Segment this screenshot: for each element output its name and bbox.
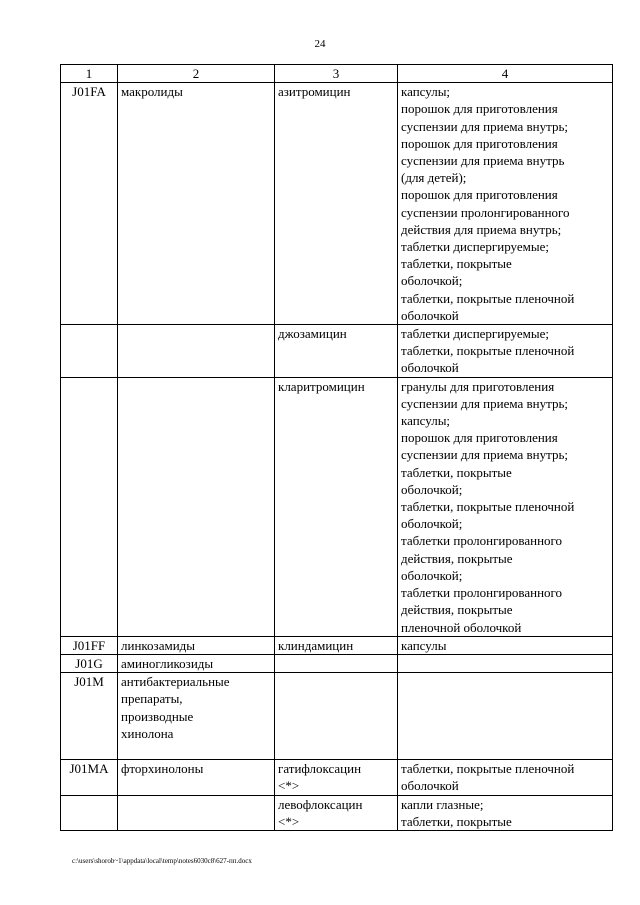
dosage-form-line: порошок для приготовления [401, 135, 558, 151]
dosage-form-line: таблетки, покрытые [401, 464, 512, 480]
dosage-form-line: таблетки, покрытые пленочной [401, 343, 575, 359]
table-row [61, 325, 613, 378]
drug-name-cell [275, 673, 398, 760]
dosage-form-line: таблетки, покрытые пленочной [401, 499, 575, 515]
group-cell [118, 795, 275, 830]
drug-name-cell [275, 377, 398, 636]
dosage-form-line: пленочной оболочкой [401, 619, 522, 635]
column-header-4: 4 [398, 65, 613, 83]
dosage-form-line: суспензии для приема внутрь; [401, 395, 569, 411]
page-number: 24 [314, 38, 326, 50]
drug-name-line: <*> [278, 778, 300, 794]
dosage-forms-cell [398, 377, 613, 636]
drug-name-cell [275, 760, 398, 795]
dosage-form-line: оболочкой; [401, 481, 463, 497]
atc-code-cell: J01M [61, 673, 118, 760]
drug-name-line: клиндамицин [278, 637, 354, 653]
dosage-form-line: порошок для приготовления [401, 101, 558, 117]
dosage-form-line: оболочкой [401, 307, 459, 323]
drug-name-cell [275, 654, 398, 672]
dosage-forms-cell [398, 636, 613, 654]
dosage-form-line: таблетки пролонгированного [401, 585, 563, 601]
group-cell [118, 377, 275, 636]
group-cell [118, 673, 275, 760]
atc-code-cell: J01FA [61, 83, 118, 325]
group-cell [118, 760, 275, 795]
drug-name-line: азитромицин [278, 84, 351, 100]
drug-table [60, 64, 613, 831]
dosage-form-line: (для детей); [401, 170, 467, 186]
dosage-form-line: капли глазные; [401, 796, 484, 812]
dosage-form-line: таблетки диспергируемые; [401, 326, 549, 342]
dosage-forms-cell [398, 83, 613, 325]
dosage-form-line: таблетки, покрытые [401, 256, 512, 272]
dosage-form-line: таблетки пролонгированного [401, 533, 563, 549]
table-row [61, 377, 613, 636]
group-name-line: линкозамиды [121, 637, 195, 653]
dosage-form-line: суспензии для приема внутрь; [401, 447, 569, 463]
dosage-form-line: оболочкой [401, 360, 459, 376]
dosage-form-line: действия, покрытые [401, 550, 513, 566]
atc-code-cell [61, 377, 118, 636]
drug-name-line: джозамицин [278, 326, 347, 342]
atc-code-cell: J01MA [61, 760, 118, 795]
dosage-forms-cell [398, 795, 613, 830]
dosage-form-line: таблетки диспергируемые; [401, 239, 549, 255]
dosage-form-line: суспензии для приема внутрь; [401, 118, 569, 134]
dosage-form-line: действия, покрытые [401, 602, 513, 618]
group-name-line: фторхинолоны [121, 761, 204, 777]
drug-name-line: левофлоксацин [278, 796, 363, 812]
header-row [61, 65, 613, 83]
dosage-form-line: порошок для приготовления [401, 430, 558, 446]
table-row [61, 795, 613, 830]
column-header-1: 1 [61, 65, 118, 83]
atc-code-cell: J01G [61, 654, 118, 672]
document-path-footer: c:\users\shorob~1\appdata\local\temp\notes6030c8\627-пп.docx [72, 857, 252, 865]
column-header-2: 2 [118, 65, 275, 83]
dosage-form-line: таблетки, покрытые пленочной [401, 290, 575, 306]
drug-name-line: <*> [278, 813, 300, 829]
atc-code-cell: J01FF [61, 636, 118, 654]
dosage-form-line: капсулы [401, 637, 447, 653]
dosage-forms-cell [398, 654, 613, 672]
table-row [61, 760, 613, 795]
table-row [61, 636, 613, 654]
drug-name-cell [275, 636, 398, 654]
group-cell [118, 83, 275, 325]
table-row [61, 673, 613, 760]
group-name-line: макролиды [121, 84, 183, 100]
dosage-form-line: оболочкой; [401, 567, 463, 583]
drug-name-line: гатифлоксацин [278, 761, 362, 777]
dosage-form-line: оболочкой [401, 778, 459, 794]
drug-name-cell [275, 325, 398, 378]
group-name-line: препараты, [121, 691, 183, 707]
group-name-line: аминогликозиды [121, 655, 214, 671]
table-row [61, 83, 613, 325]
atc-code-cell [61, 795, 118, 830]
group-name-line: производные [121, 708, 194, 724]
dosage-form-line: оболочкой; [401, 273, 463, 289]
dosage-forms-cell [398, 673, 613, 760]
table-row [61, 654, 613, 672]
atc-code-cell [61, 325, 118, 378]
drug-name-cell [275, 83, 398, 325]
dosage-form-line: порошок для приготовления [401, 187, 558, 203]
table-body [61, 83, 613, 831]
column-header-3: 3 [275, 65, 398, 83]
dosage-form-line: таблетки, покрытые пленочной [401, 761, 575, 777]
drug-name-line: кларитромицин [278, 378, 365, 394]
dosage-form-line: капсулы; [401, 413, 451, 429]
group-name-line: антибактериальные [121, 674, 230, 690]
group-cell [118, 636, 275, 654]
group-name-line: хинолона [121, 725, 174, 741]
dosage-form-line: капсулы; [401, 84, 451, 100]
dosage-form-line: таблетки, покрытые [401, 813, 512, 829]
dosage-form-line: суспензии пролонгированного [401, 204, 570, 220]
group-cell [118, 325, 275, 378]
dosage-form-line: суспензии для приема внутрь [401, 153, 565, 169]
dosage-forms-cell [398, 325, 613, 378]
dosage-form-line: оболочкой; [401, 516, 463, 532]
drug-name-cell [275, 795, 398, 830]
dosage-forms-cell [398, 760, 613, 795]
group-cell [118, 654, 275, 672]
dosage-form-line: гранулы для приготовления [401, 378, 555, 394]
dosage-form-line: действия для приема внутрь; [401, 221, 562, 237]
